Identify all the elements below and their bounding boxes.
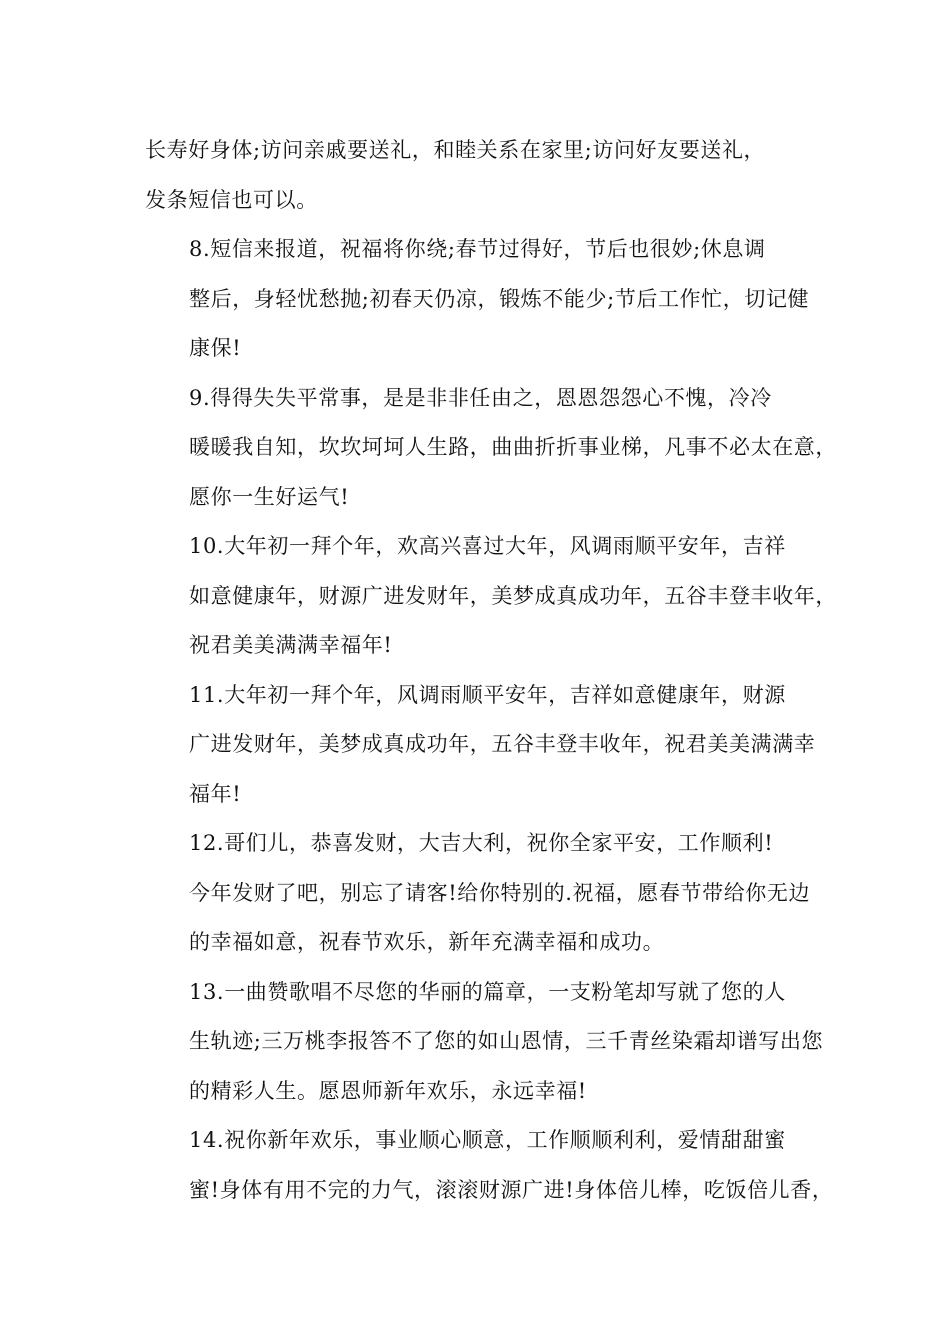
text-line: 愿你一生好运气! [189, 484, 350, 509]
text-line: 发条短信也可以。 [145, 187, 318, 212]
paragraph-continuation [145, 126, 815, 225]
paragraph-item-8 [145, 225, 815, 374]
text-line: 广进发财年，美梦成真成功年，五谷丰登丰收年，祝君美美满满幸 [189, 732, 816, 756]
paragraph-item-9 [145, 374, 837, 523]
text-line: 整后，身轻忧愁抛;初春天仍凉，锻炼不能少;节后工作忙，切记健 [189, 286, 810, 311]
text-line: 康保! [189, 336, 242, 360]
text-line: 暖暖我自知，坎坎坷坷人生路，曲曲折折事业梯，凡事不必太在意， [189, 435, 837, 459]
text-line: 蜜!身体有用不完的力气，滚滚财源广进!身体倍儿棒，吃饭倍儿香， [189, 1177, 834, 1202]
text-line: 13.一曲赞歌唱不尽您的华丽的篇章，一支粉笔却写就了您的人 [189, 979, 786, 1004]
text-line: 的幸福如意，祝春节欢乐，新年充满幸福和成功。 [189, 930, 665, 954]
text-line: 11.大年初一拜个年，风调雨顺平安年，吉祥如意健康年，财源 [189, 682, 786, 707]
text-line: 今年发财了吧，别忘了请客!给你特别的.祝福，愿春节带给你无边 [189, 880, 811, 905]
text-line: 9.得得失失平常事，是是非非任由之，恩恩怨怨心不愧，冷冷 [189, 385, 772, 410]
text-line: 长寿好身体;访问亲戚要送礼，和睦关系在家里;访问好友要送礼， [145, 138, 766, 162]
text-line: 14.祝你新年欢乐，事业顺心顺意，工作顺顺利利，爱情甜甜蜜 [189, 1128, 786, 1152]
text-line: 8.短信来报道，祝福将你绕;春节过得好，节后也很妙;休息调 [189, 237, 766, 261]
paragraph-item-13 [145, 968, 824, 1117]
text-line: 10.大年初一拜个年，欢高兴喜过大年，风调雨顺平安年，吉祥 [189, 534, 786, 558]
text-line: 的精彩人生。愿恩师新年欢乐，永远幸福! [189, 1078, 587, 1103]
text-line: 生轨迹;三万桃李报答不了您的如山恩情，三千青丝染霜却谱写出您 [189, 1029, 824, 1053]
paragraph-item-10 [145, 522, 837, 671]
paragraph-item-14 [145, 1116, 834, 1215]
paragraph-item-11 [145, 671, 815, 820]
text-line: 祝君美美满满幸福年! [189, 633, 393, 657]
text-line: 如意健康年，财源广进发财年，美梦成真成功年，五谷丰登丰收年， [189, 583, 837, 608]
paragraph-item-12 [145, 819, 815, 968]
document-body [145, 126, 837, 1215]
text-line: 福年! [189, 781, 242, 806]
text-line: 12.哥们儿，恭喜发财，大吉大利，祝你全家平安，工作顺利! [189, 831, 774, 855]
